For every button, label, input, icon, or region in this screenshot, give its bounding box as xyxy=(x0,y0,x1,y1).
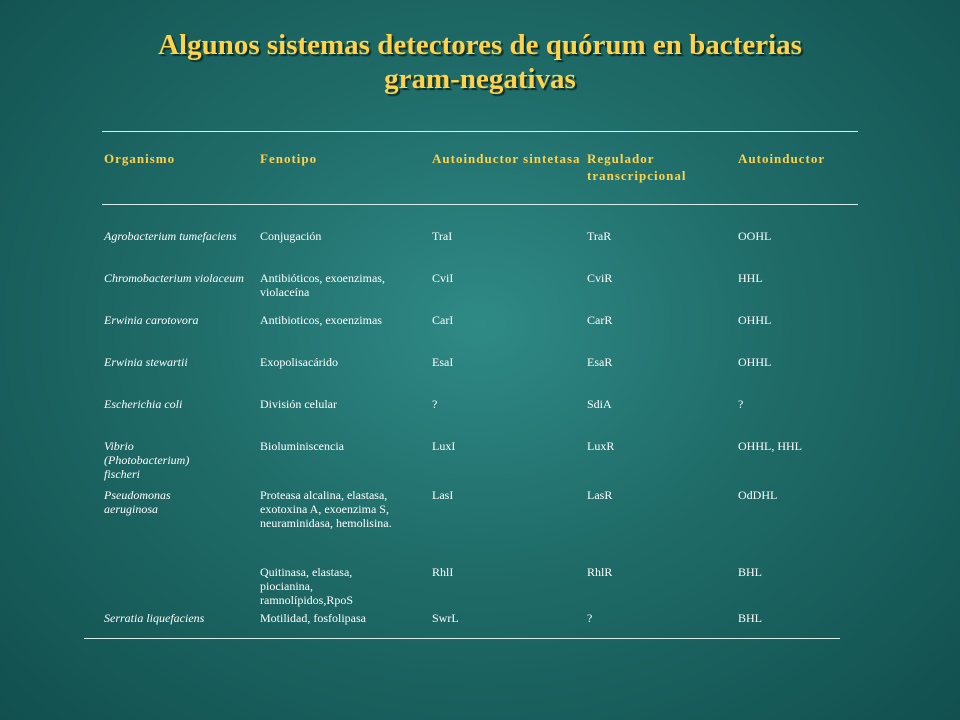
cell-phenotype: Motilidad, fosfolipasa xyxy=(260,611,366,625)
cell-synthase: CviI xyxy=(432,271,454,285)
cell-organism: Erwinia stewartii xyxy=(104,355,188,369)
cell-synthase: EsaI xyxy=(432,355,454,369)
header-synthase: Autoinductor sintetasa xyxy=(432,151,581,166)
cell-synthase: SwrL xyxy=(432,611,459,625)
cell-phenotype: Antibióticos, exoenzimas, violaceína xyxy=(260,271,385,299)
cell-autoinducer: OdDHL xyxy=(738,488,778,502)
cell-regulator: CviR xyxy=(587,271,613,285)
header-organism: Organismo xyxy=(104,151,176,166)
table-top-rule xyxy=(102,131,858,132)
cell-phenotype: Antibioticos, exoenzimas xyxy=(260,313,382,327)
cell-phenotype: División celular xyxy=(260,397,337,411)
cell-organism: Erwinia carotovora xyxy=(104,313,199,327)
cell-organism: Escherichia coli xyxy=(104,397,183,411)
cell-organism: Vibrio (Photobacterium) fischeri xyxy=(104,439,190,481)
header-phenotype: Fenotipo xyxy=(260,151,318,166)
cell-autoinducer: OHHL xyxy=(738,313,772,327)
cell-regulator: LuxR xyxy=(587,439,615,453)
cell-regulator: TraR xyxy=(587,229,612,243)
page-title xyxy=(60,28,900,96)
cell-autoinducer: HHL xyxy=(738,271,763,285)
cell-synthase: RhlI xyxy=(432,565,454,579)
cell-regulator: LasR xyxy=(587,488,613,502)
cell-synthase: TraI xyxy=(432,229,453,243)
cell-organism: Pseudomonas aeruginosa xyxy=(104,488,171,516)
cell-phenotype: Proteasa alcalina, elastasa, exotoxina A, exoenzima S, neuraminidasa, hemolisina. xyxy=(260,488,392,530)
table-header-rule xyxy=(102,204,858,205)
cell-autoinducer: OOHL xyxy=(738,229,772,243)
cell-synthase: LasI xyxy=(432,488,454,502)
cell-organism: Serratia liquefaciens xyxy=(104,611,205,625)
cell-phenotype: Quitinasa, elastasa, piocianina, ramnolípidos,RpoS xyxy=(260,565,354,607)
cell-autoinducer: BHL xyxy=(738,565,762,579)
cell-regulator: ? xyxy=(587,611,593,625)
cell-phenotype: Bioluminiscencia xyxy=(260,439,344,453)
cell-autoinducer: BHL xyxy=(738,611,762,625)
cell-regulator: SdiA xyxy=(587,397,612,411)
cell-regulator: CarR xyxy=(587,313,613,327)
cell-synthase: CarI xyxy=(432,313,454,327)
cell-autoinducer: OHHL, HHL xyxy=(738,439,802,453)
cell-autoinducer: ? xyxy=(738,397,744,411)
title-line-1: Algunos sistemas detectores de quórum en bacterias xyxy=(158,29,802,61)
header-autoinducer: Autoinductor xyxy=(738,151,826,166)
cell-organism: Agrobacterium tumefaciens xyxy=(104,229,237,243)
cell-regulator: RhlR xyxy=(587,565,613,579)
cell-synthase: ? xyxy=(432,397,438,411)
table-bottom-rule xyxy=(84,638,840,639)
cell-synthase: LuxI xyxy=(432,439,456,453)
cell-regulator: EsaR xyxy=(587,355,613,369)
header-regulator: Regulador transcripcional xyxy=(587,151,687,183)
cell-phenotype: Exopolisacárido xyxy=(260,355,338,369)
title-line-2: gram-negativas xyxy=(384,63,576,95)
cell-autoinducer: OHHL xyxy=(738,355,772,369)
cell-organism: Chromobacterium violaceum xyxy=(104,271,244,285)
cell-phenotype: Conjugación xyxy=(260,229,322,243)
